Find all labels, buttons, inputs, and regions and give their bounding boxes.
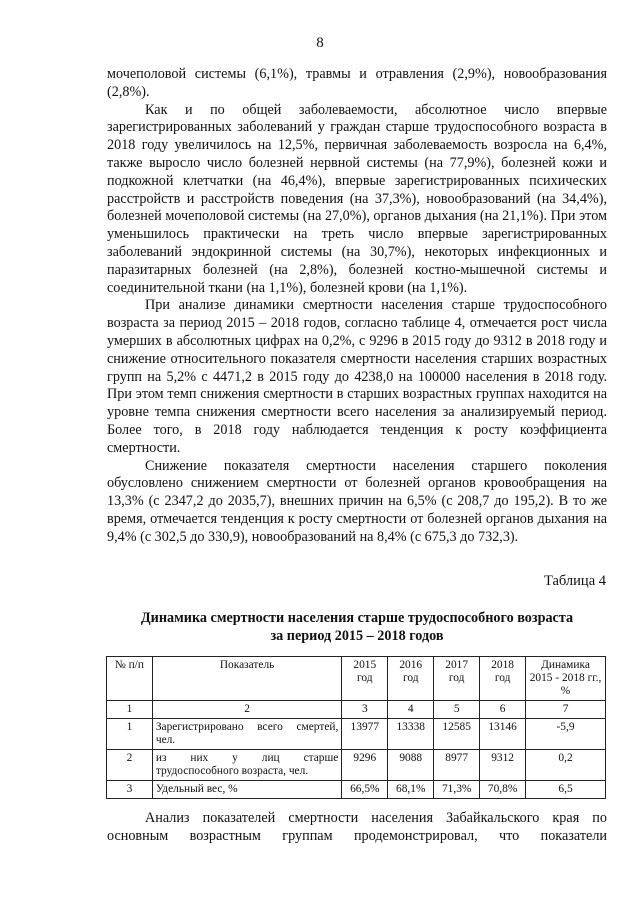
header-2016: 2016 год [388,657,434,701]
header-2017: 2017 год [434,657,480,701]
paragraph-4: Снижение показателя смертности населения старшего поколения обусловлено снижением смертности от болезней органов кровообращения на 13,3% (с 2347,2 до 2035,7), внешних причин на 6,5% (с 208,7 до 195,2). В то же время, отмечается тенденция к росту смертности от болезней органов дыхания на 9,4% (с 302,5 до 330,9), новообразований на 8,4% (с 675,3 до 732,3). [107,457,607,545]
table-title-line-1: Динамика смертности населения старше трудоспособного возраста [140,610,574,626]
paragraph-5: Анализ показателей смертности населения Забайкальского края по основным возрастным группам продемонстрировал, что показатели [107,810,607,844]
table-label: Таблица 4 [543,573,606,589]
table-row [107,750,606,781]
row-num: 2 [107,750,153,781]
row-dynamics: -5,9 [526,719,606,750]
row-dynamics: 6,5 [526,781,606,799]
header-dynamics: Динамика 2015 - 2018 гг., % [526,657,606,701]
row-2015: 9296 [342,750,388,781]
column-number: 5 [434,701,480,719]
paragraph-1: мочеполовой системы (6,1%), травмы и отравления (2,9%), новообразования (2,8%). [107,66,607,100]
column-number: 3 [342,701,388,719]
row-2018: 9312 [480,750,526,781]
row-indicator: Зарегистрировано всего смертей, чел. [152,719,341,750]
header-num: № п/п [107,657,153,701]
row-2016: 68,1% [388,781,434,799]
header-indicator: Показатель [152,657,341,701]
row-2017: 8977 [434,750,480,781]
page-number: 8 [316,35,324,51]
column-number: 2 [152,701,341,719]
tail-text [107,810,607,846]
row-indicator: Удельный вес, % [152,781,341,799]
column-number: 4 [388,701,434,719]
row-2018: 13146 [480,719,526,750]
paragraph-2: Как и по общей заболеваемости, абсолютное число впервые зарегистрированных заболеваний у граждан старше трудоспособного возраста в 2018 году увеличилось на 12,5%, первичная заболеваемость возросла на 6,4%, также выросло число болезней нервной системы (на 77,9%), болезней кожи и подкожной клетчатки (на 46,4%), впервые зарегистрированных психических расстройств и расстройств поведения (на 37,3%), новообразований (на 34,4%), болезней мочеполовой системы (на 27,0%), органов дыхания (на 21,1%). При этом уменьшилось практически на треть число впервые зарегистрированных заболеваний эндокринной системы (на 30,7%), некоторых инфекционных и паразитарных болезней (на 2,8%), болезней костно-мышечной системы и соединительной ткани (на 1,1%), болезней крови (на 1,1%). [107,101,607,296]
table-title-line-2: за период 2015 – 2018 годов [270,628,444,644]
body-text [107,66,607,547]
row-2016: 13338 [388,719,434,750]
row-2016: 9088 [388,750,434,781]
column-number-row [107,701,606,719]
row-num: 1 [107,719,153,750]
header-2015: 2015 год [342,657,388,701]
header-2018: 2018 год [480,657,526,701]
paragraph-3: При анализе динамики смертности населения старше трудоспособного возраста за период 2015 – 2018 годов, согласно таблице 4, отмечается рост числа умерших в абсолютных цифрах на 0,2%, с 9296 в 2015 году до 9312 в 2018 году и снижение относительного показателя смертности населения старших возрастных групп на 5,2% с 4471,2 в 2015 году до 4238,0 на 100000 населения в 2018 году. При этом темп снижения смертности в старших возрастных группах находится на уровне темпа снижения смертности всего населения за анализируемый период. Более того, в 2018 году наблюдается тенденция к росту коэффициента смертности. [107,297,607,456]
row-2018: 70,8% [480,781,526,799]
row-2017: 12585 [434,719,480,750]
row-dynamics: 0,2 [526,750,606,781]
row-2017: 71,3% [434,781,480,799]
table-title [107,609,607,645]
table-row [107,719,606,750]
column-number: 1 [107,701,153,719]
row-2015: 66,5% [342,781,388,799]
table-header-row [107,657,606,701]
column-number: 6 [480,701,526,719]
table-row [107,781,606,799]
column-number: 7 [526,701,606,719]
row-2015: 13977 [342,719,388,750]
row-indicator: из них у лиц старше трудоспособного возраста, чел. [152,750,341,781]
mortality-table [106,656,606,799]
row-num: 3 [107,781,153,799]
